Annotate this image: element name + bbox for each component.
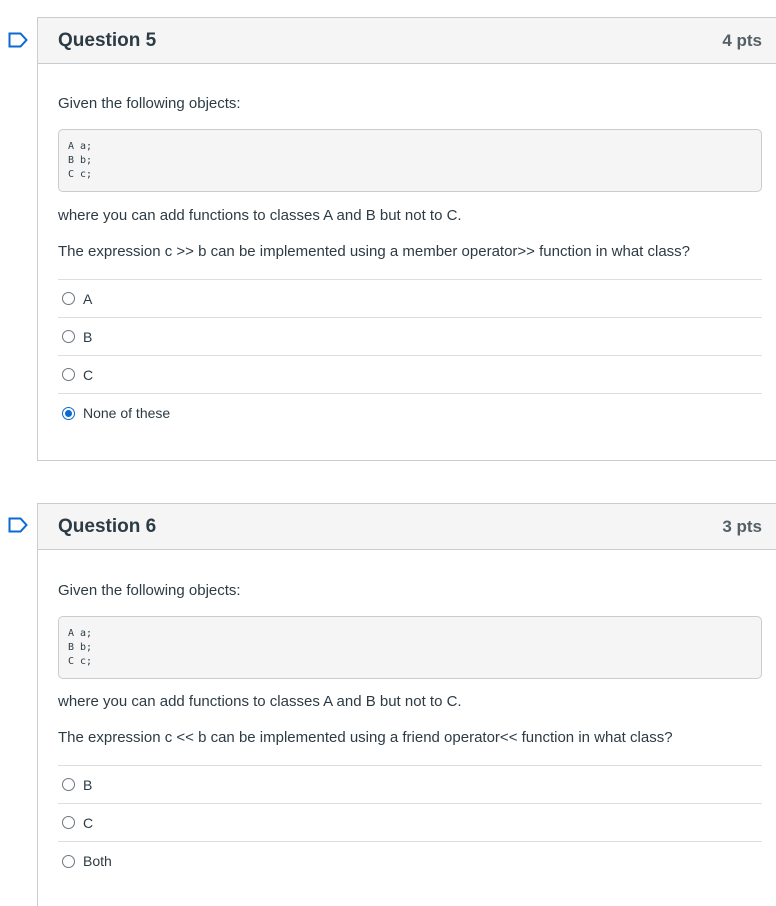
radio-button-selected[interactable] [62, 407, 75, 420]
answer-list [58, 765, 762, 880]
answer-label: C [83, 366, 94, 383]
code-line: A a; [68, 141, 93, 152]
question-title: Question 6 [58, 515, 157, 537]
question-intro: Given the following objects: [58, 582, 241, 599]
question-note: where you can add functions to classes A and B but not to C. [58, 207, 462, 224]
question-card-5 [37, 17, 776, 461]
radio-button[interactable] [62, 330, 75, 343]
answer-label: B [83, 328, 93, 345]
radio-button[interactable] [62, 855, 75, 868]
code-line: B b; [68, 642, 93, 653]
answer-option[interactable] [58, 318, 762, 356]
answer-label: A [83, 290, 93, 307]
question-points: 4 pts [722, 30, 762, 50]
answer-option[interactable] [58, 804, 762, 842]
question-text: The expression c << b can be implemented using a friend operator<< function in what class? [58, 729, 673, 746]
question-text: The expression c >> b can be implemented using a member operator>> function in what class? [58, 243, 691, 260]
question-body [38, 581, 776, 880]
answer-label: C [83, 814, 94, 831]
code-line: C c; [68, 169, 93, 180]
answer-option[interactable] [58, 766, 762, 804]
question-intro: Given the following objects: [58, 95, 241, 112]
question-points: 3 pts [722, 516, 762, 536]
answer-label: B [83, 776, 93, 793]
question-title: Question 5 [58, 29, 157, 51]
code-line: B b; [68, 155, 93, 166]
answer-option[interactable] [58, 280, 762, 318]
radio-button[interactable] [62, 292, 75, 305]
flag-question-icon[interactable] [8, 517, 28, 533]
question-body [38, 94, 776, 432]
code-block [58, 129, 762, 192]
code-line: C c; [68, 656, 93, 667]
question-card-6 [37, 503, 776, 906]
radio-button[interactable] [62, 368, 75, 381]
code-line: A a; [68, 628, 93, 639]
flag-question-icon[interactable] [8, 32, 28, 48]
code-block [58, 616, 762, 679]
question-note: where you can add functions to classes A and B but not to C. [58, 693, 462, 710]
answer-label: Both [83, 853, 112, 869]
radio-button[interactable] [62, 778, 75, 791]
answer-option[interactable] [58, 394, 762, 432]
answer-list [58, 279, 762, 432]
answer-option[interactable] [58, 356, 762, 394]
radio-button[interactable] [62, 816, 75, 829]
answer-label: None of these [83, 405, 171, 421]
question-header [38, 504, 776, 550]
question-header [38, 18, 776, 64]
answer-option[interactable] [58, 842, 762, 880]
